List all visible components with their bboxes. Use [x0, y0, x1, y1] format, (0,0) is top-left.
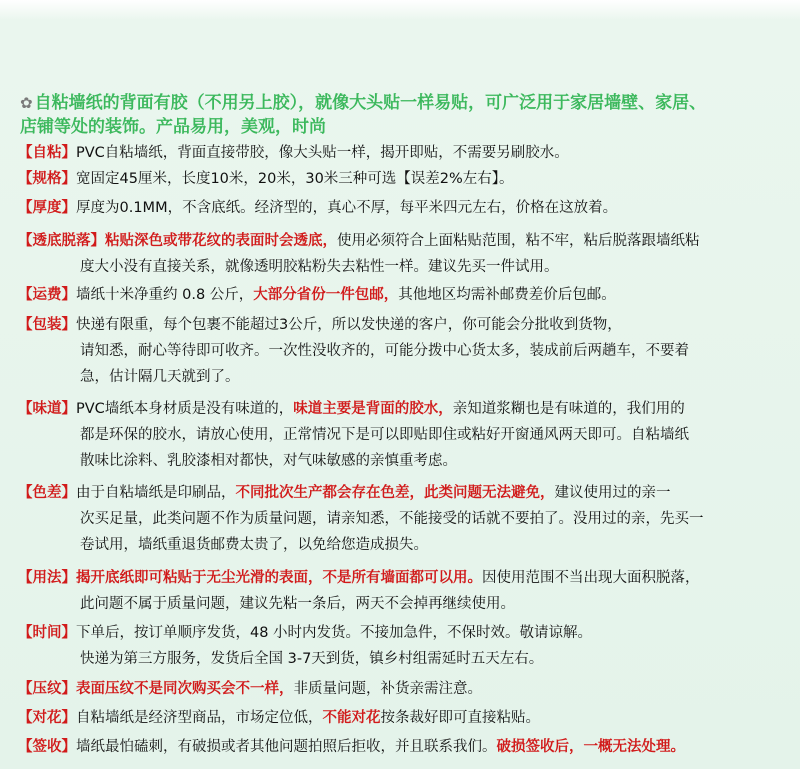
- item-text-line-2: 请知悉，耐心等待即可收齐。一次性没收齐的，可能分拨中心货太多，装成前后两趟车，不要着: [80, 343, 689, 359]
- item-text-line-3: 散味比涂料、乳胶漆相对都快，对气味敏感的亲慎重考虑。: [80, 453, 457, 469]
- item-tag: 【味道】: [18, 401, 76, 417]
- item-text: 因使用范围不当出现大面积脱落，: [482, 570, 700, 586]
- item-highlight: 不能对花: [322, 710, 381, 726]
- item-tag: 【包装】: [18, 317, 76, 333]
- item-highlight: 粘贴深色或带花纹的表面时会透底，: [105, 233, 337, 249]
- item-text: 亲知道浆糊也是有味道的，我们用的: [452, 401, 685, 417]
- item-tag: 【厚度】: [18, 200, 76, 216]
- item-text: 由于自粘墙纸是印刷品，: [76, 485, 236, 501]
- item-tag: 【签收】: [18, 739, 76, 755]
- item-tag: 【色差】: [18, 485, 76, 501]
- item-tag: 【压纹】: [18, 681, 76, 697]
- item-embossing: [18, 676, 788, 702]
- item-tag: 【自粘】: [18, 145, 76, 161]
- item-text: 墙纸最怕磕刺，有破损或者其他问题拍照后拒收，并且联系我们。: [76, 739, 497, 755]
- item-shipping: [18, 282, 788, 308]
- item-text: 快递有限重，每个包裹不能超过3公斤，所以发快递的客户，你可能会分批收到货物，: [76, 317, 622, 333]
- item-tag: 【透底脱落】: [18, 233, 105, 249]
- item-usage: [18, 565, 788, 617]
- item-highlight: 破损签收后，一概无法处理。: [496, 739, 685, 755]
- flower-icon: ✿: [20, 94, 33, 112]
- item-thickness: [18, 195, 788, 221]
- item-text-line-2: 快递为第三方服务，发货后全国 3-7天到货，镇乡村组需延时五天左右。: [80, 651, 544, 667]
- item-tag: 【规格】: [18, 171, 76, 187]
- intro-line-2: 店铺等处的装饰。产品易用，美观，时尚: [20, 117, 326, 137]
- item-odor: [18, 396, 788, 474]
- item-spec: [18, 166, 788, 192]
- item-text-line-2: 此问题不属于质量问题，建议先粘一条后，两天不会掉再继续使用。: [80, 596, 515, 612]
- item-pattern-matching: [18, 705, 788, 731]
- item-highlight: 不同批次生产都会存在色差，此类问题无法避免，: [235, 485, 555, 501]
- item-text: 自粘墙纸是经济型商品，市场定位低，: [76, 710, 323, 726]
- item-text: 建议使用过的亲一: [554, 485, 671, 501]
- item-text: PVC墙纸本身材质是没有味道的，: [76, 401, 294, 417]
- item-text-line-2: 度大小没有直接关系，就像透明胶粘粉失去粘性一样。建议先买一件试用。: [80, 259, 559, 275]
- item-color-difference: [18, 480, 788, 558]
- item-text-line-3: 急，估计隔几天就到了。: [80, 369, 240, 385]
- item-highlight: 表面压纹不是同次购买会不一样，: [76, 681, 294, 697]
- item-tag: 【对花】: [18, 710, 76, 726]
- item-text: 使用必须符合上面粘贴范围，粘不牢，粘后脱落跟墙纸粘: [337, 233, 700, 249]
- item-text: 按条裁好即可直接粘贴。: [380, 710, 540, 726]
- item-tag: 【用法】: [18, 570, 76, 586]
- item-text-line-2: 次买足量，此类问题不作为质量问题，请亲知悉，不能接受的话就不要拍了。没用过的亲，先买一: [80, 511, 704, 527]
- item-text: 宽固定45厘米，长度10米，20米，30米三种可选【误差2%左右】。: [76, 171, 514, 187]
- item-highlight: 大部分省份一件包邮，: [253, 287, 399, 303]
- intro-line-1: ✿ 自粘墙纸的背面有胶（不用另上胶），就像大头贴一样易贴，可广泛用于家居墙壁、家居、: [20, 93, 707, 113]
- item-highlight: 揭开底纸即可粘贴于无尘光滑的表面，不是所有墙面都可以用。: [76, 570, 482, 586]
- item-text: PVC自粘墙纸，背面直接带胶，像大头贴一样，揭开即贴，不需要另刷胶水。: [76, 145, 569, 161]
- item-time: [18, 620, 788, 672]
- item-sign-receipt: [18, 734, 788, 760]
- item-text: 厚度为0.1MM，不含底纸。经济型的，真心不厚，每平米四元左右，价格在这放着。: [76, 200, 618, 216]
- item-highlight: 味道主要是背面的胶水，: [293, 401, 453, 417]
- item-text: 墙纸十米净重约 0.8 公斤，: [76, 287, 254, 303]
- item-show-through: [18, 228, 788, 280]
- item-text-line-2: 都是环保的胶水，请放心使用，正常情况下是可以即贴即住或粘好开窗通风两天即可。自粘墙纸: [80, 427, 689, 443]
- item-tag: 【运费】: [18, 287, 76, 303]
- item-tag: 【时间】: [18, 625, 76, 641]
- item-text: 其他地区均需补邮费差价后包邮。: [398, 287, 616, 303]
- item-text: 非质量问题，补货亲需注意。: [293, 681, 482, 697]
- item-self-adhesive: [18, 140, 788, 166]
- item-packaging: [18, 312, 788, 390]
- item-text: 下单后，按订单顺序发货，48 小时内发货。不接加急件，不保时效。敬请谅解。: [76, 625, 593, 641]
- intro-heading: [20, 91, 790, 139]
- item-text-line-3: 卷试用，墙纸重退货邮费太贵了，以免给您造成损失。: [80, 537, 428, 553]
